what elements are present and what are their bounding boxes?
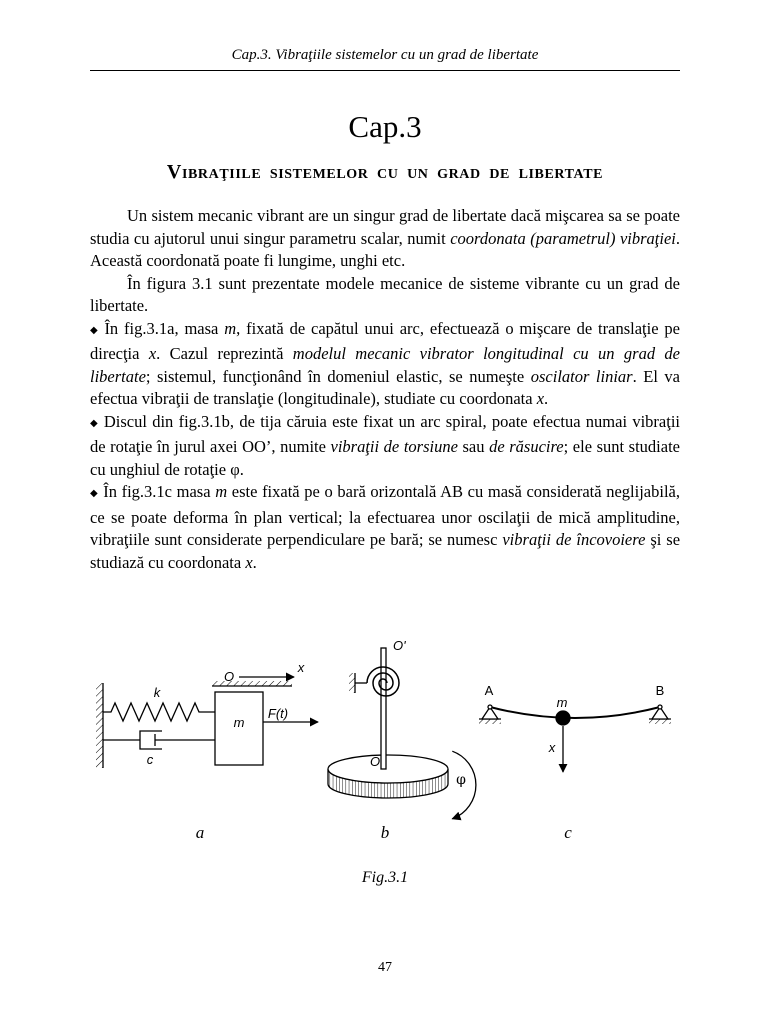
text-segment: Un sistem mecanic vibrant are un singur grad de libertate dacă mişcarea sa se poate studia cu ajutorul unui singur parametru scalar, numit <box>90 206 680 248</box>
beam <box>490 707 660 718</box>
disc-top-face <box>328 755 448 783</box>
italic-term: x <box>148 344 157 363</box>
spring <box>103 703 215 721</box>
top-point-label: O' <box>393 638 406 653</box>
damper-label: c <box>146 752 154 767</box>
paragraph-intro-1 <box>90 205 680 273</box>
wall-hatching <box>96 683 103 768</box>
italic-term: x <box>536 389 545 408</box>
bullet-diamond-icon: ◆ <box>90 488 99 499</box>
text-segment: ; sistemul, funcţionând în domeniul elastic, se numeşte <box>145 366 531 386</box>
italic-term: coordonata (parametrul) vibraţiei <box>450 228 676 248</box>
text-segment: . Cazul reprezintă <box>156 344 293 363</box>
subfigure-label-b: b <box>380 823 390 842</box>
origin-label: O <box>223 669 235 684</box>
deflection-axis-label: x <box>548 740 556 755</box>
text-segment: sau <box>457 437 490 456</box>
italic-term: de răsucire <box>489 437 564 456</box>
bullet-item-a <box>90 318 680 411</box>
bullet-diamond-icon: ◆ <box>90 324 100 336</box>
figure-a-oscillator <box>96 677 318 768</box>
rod <box>381 648 386 769</box>
point-mass <box>556 711 570 725</box>
bullet-item-b <box>90 411 680 482</box>
pin-a <box>488 705 492 709</box>
spiral-wall-hatching <box>349 673 355 693</box>
paragraph-intro-2: În figura 3.1 sunt prezentate modele mecanice de sisteme vibrante cu un grad de libertate. <box>90 273 680 315</box>
italic-term: x <box>245 552 253 572</box>
text-segment: şi se studiază cu coordonata <box>90 530 681 572</box>
page-number: 47 <box>378 960 392 975</box>
figure-caption: Fig.3.1 <box>361 869 409 886</box>
center-point-label: O <box>369 754 381 769</box>
text-segment: În fig.3.1a, masa <box>104 318 225 338</box>
support-b-label: B <box>655 683 665 698</box>
text-segment: Discul din fig.3.1b, de tija căruia este fixat un arc spiral, poate efectua numai vibraţii de rotaţie în jurul axei OO’, numite <box>90 411 680 456</box>
bullet-diamond-icon: ◆ <box>90 417 99 429</box>
figure-c-beam <box>479 705 671 772</box>
support-b-ground-hatching <box>649 719 671 724</box>
pin-b <box>658 705 662 709</box>
text-segment: În fig.3.1c masa <box>103 482 216 501</box>
bullet-item-c <box>90 481 680 574</box>
italic-term: modelul mecanic vibrator longitudinal cu un grad de libertate <box>90 344 680 386</box>
force-label: F(t) <box>267 706 289 721</box>
chapter-number: Cap.3 <box>348 109 422 144</box>
text-segment: . <box>544 389 549 408</box>
header-rule <box>90 70 680 71</box>
support-a-label: A <box>484 683 494 698</box>
text-segment: este fixată pe o bară orizontală AB cu masă considerată neglijabilă, ce se poate deforma în plan vertical; la efectuarea unor oscilaţii de mică amplitudine, vibraţiile sunt considerate perpendiculare pe bară; se numesc <box>90 482 680 549</box>
angle-label: φ <box>456 772 466 788</box>
text-segment: . Această coordonată poate fi lungime, unghi etc. <box>90 228 680 270</box>
figure-3-1-drawings <box>0 630 768 825</box>
beam-mass-label: m <box>556 695 568 710</box>
italic-term: m <box>215 482 228 501</box>
text-segment: . <box>252 552 257 572</box>
text-segment: ; ele sunt studiate cu unghiul de rotaţie φ. <box>90 437 680 479</box>
support-a-ground-hatching <box>479 719 501 724</box>
italic-term: m <box>224 318 237 338</box>
subfigure-label-a: a <box>195 823 205 842</box>
running-header: Cap.3. Vibraţiile sistemelor cu un grad de libertate <box>231 47 539 63</box>
text-segment: , fixată de capătul unui arc, efectuează o mişcare de translaţie pe direcţia <box>90 318 680 363</box>
text-segment: . El va efectua vibraţii de translaţie (longitudinale), studiate cu coordonata <box>90 366 680 408</box>
figure-b-torsion-disc <box>328 648 476 819</box>
italic-term: oscilator liniar <box>530 366 633 386</box>
chapter-title: Vibraţiile sistemelor cu un grad de libertate <box>166 161 604 183</box>
body-text <box>90 205 680 574</box>
subfigure-label-c: c <box>564 823 572 842</box>
italic-term: vibraţii de încovoiere <box>502 530 646 549</box>
italic-term: vibraţii de torsiune <box>330 437 458 456</box>
x-axis-label: x <box>297 660 305 675</box>
spring-label: k <box>153 685 161 700</box>
mass-label: m <box>233 715 245 730</box>
